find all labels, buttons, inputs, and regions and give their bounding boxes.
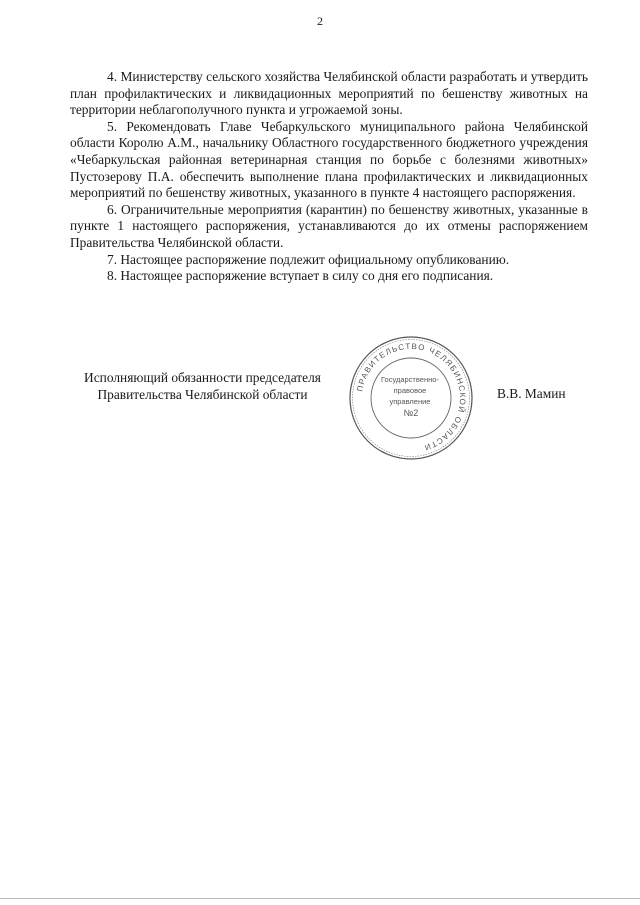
bottom-rule (0, 898, 640, 899)
paragraph-8: 8. Настоящее распоряжение вступает в силу со дня его подписания. (107, 268, 494, 284)
signatory-title (70, 369, 335, 403)
seal-inner-line3: управление (389, 397, 431, 406)
signatory-title-line1: Исполняющий обязанности председателя (84, 370, 321, 385)
paragraph-6: 6. Ограничительные мероприятия (карантин) по бешенству животных, указанные в пункте 1 настоящего распоряжения, устанавливаются до их отмены распоряжением Правительства Челябинской области. (70, 201, 588, 250)
seal-outer-text: ПРАВИТЕЛЬСТВО ЧЕЛЯБИНСКОЙ ОБЛАСТИ (355, 341, 468, 453)
paragraph-4: 4. Министерству сельского хозяйства Челябинской области разработать и утвердить план профилактических и ликвидационных мероприятий по бешенству животных на территории неблагополучного пункта и угрожаемой зоны. (70, 69, 588, 118)
seal-inner-line2: правовое (393, 386, 427, 395)
document-body (70, 69, 588, 285)
page-number: 2 (317, 14, 323, 28)
signatory-title-line2: Правительства Челябинской области (97, 387, 308, 402)
signatory-name: В.В. Мамин (497, 386, 566, 401)
seal-inner-line4: №2 (403, 408, 419, 418)
official-seal (346, 333, 476, 463)
paragraph-5: 5. Рекомендовать Главе Чебаркульского муниципального района Челябинской области Королю А.М., начальнику Областного государственного бюджетного учреждения «Чебаркульская районная ветеринарная станция по борьбе с болезнями животных» Пустозерову П.А. обеспечить выполнение плана профилактических и ликвидационных мероприятий по бешенству животных, указанного в пункте 4 настоящего распоряжения. (70, 118, 588, 201)
paragraph-7: 7. Настоящее распоряжение подлежит официальному опубликованию. (107, 251, 510, 267)
seal-inner-line1: Государственно- (380, 375, 439, 384)
svg-text:Государственно- правовое (381, 375, 441, 418)
